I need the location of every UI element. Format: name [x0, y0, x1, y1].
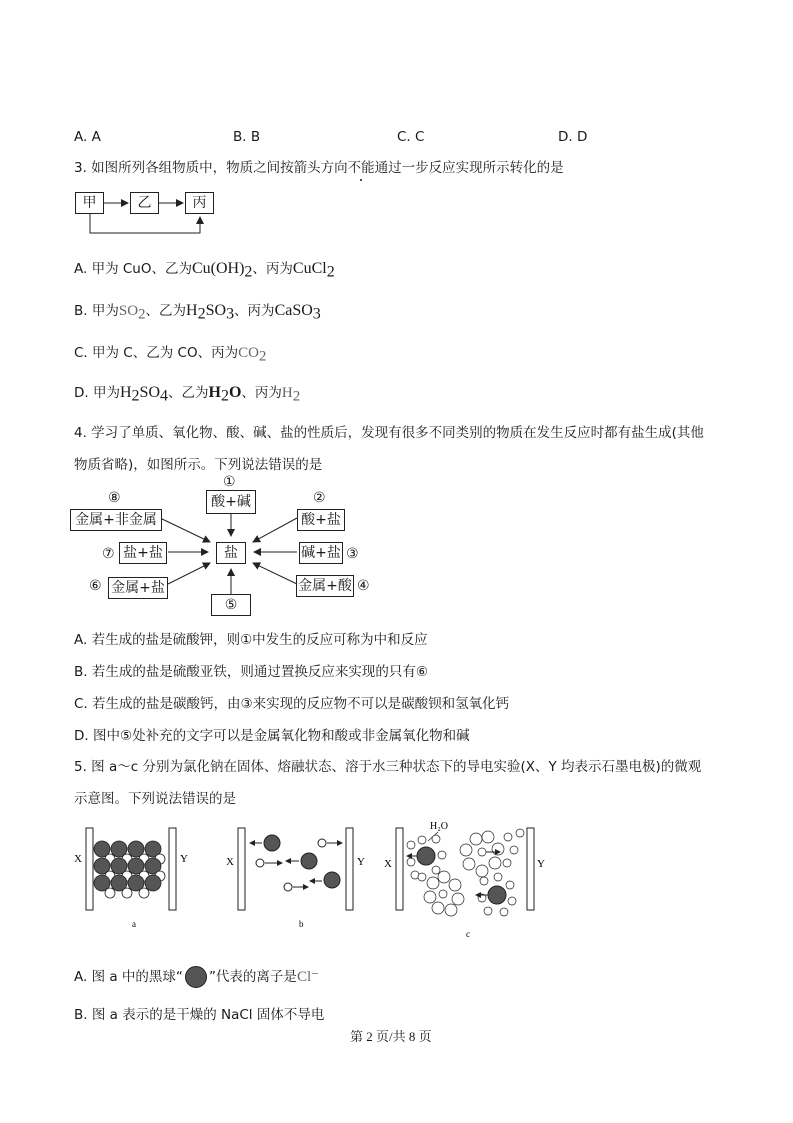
- q3-stem: 3. 如图所列各组物质中，物质之间按箭头方向不能通过一步反应实现所示转化的是: [74, 160, 564, 176]
- fig-b-x-label: X: [226, 856, 234, 868]
- fig-a-y-label: Y: [180, 853, 188, 865]
- black-ball-icon: [185, 966, 207, 988]
- q3-option-b: B. 甲为$SO_2$、乙为$H_2SO_3$、丙为CaSO$_3$: [74, 302, 321, 323]
- box-blank-5: ⑤: [211, 594, 251, 616]
- q3-arrows: [70, 185, 230, 245]
- q2-option-d: D. D: [558, 129, 588, 145]
- box-acid-salt: 酸+盐: [297, 509, 345, 531]
- box-acid-base: 酸+碱: [206, 490, 256, 514]
- fig-c-y-label: Y: [537, 858, 545, 870]
- figure-c: [384, 821, 545, 939]
- q3-emphasis: 不能: [347, 160, 375, 176]
- label-n6: ⑥: [89, 578, 102, 594]
- figure-b: [226, 828, 365, 929]
- q2-option-b: B. B: [233, 129, 261, 145]
- label-n8: ⑧: [108, 490, 121, 506]
- page-footer: 第 2 页/共 8 页: [350, 1029, 432, 1044]
- q3-option-d: D. 甲为$H_2SO_4$、乙为$H_2O$、丙为$H_2$: [74, 384, 301, 405]
- q4-option-c: C. 若生成的盐是碳酸钙，由③来实现的反应物不可以是碳酸钡和氢氧化钙: [74, 696, 510, 712]
- fig-a-x-label: X: [74, 853, 82, 865]
- fig-b-label: b: [299, 919, 304, 929]
- fig-c-x-label: X: [384, 858, 392, 870]
- q3-option-a: A. 甲为 CuO、乙为$Cu(OH)_2$、丙为CuCl$_2$: [74, 260, 335, 281]
- node-jia: 甲: [75, 192, 104, 214]
- q4-option-a: A. 若生成的盐是硫酸钾，则①中发生的反应可称为中和反应: [74, 632, 428, 648]
- label-n7: ⑦: [102, 546, 115, 562]
- q5-stem-line2: 示意图。下列说法错误的是: [74, 791, 236, 807]
- label-n3: ③: [346, 546, 359, 562]
- node-bing: 丙: [185, 192, 214, 214]
- label-n2: ②: [313, 490, 326, 506]
- box-metal-acid: 金属+酸: [296, 575, 354, 597]
- box-metal-nonmetal: 金属+非金属: [70, 509, 162, 531]
- label-n1: ①: [223, 474, 236, 490]
- q2-option-a: A. A: [74, 129, 101, 145]
- label-n4: ④: [357, 578, 370, 594]
- q4-stem-line1: 4. 学习了单质、氧化物、酸、碱、盐的性质后，发现有很多不同类别的物质在发生反应时都有盐生成(其他: [74, 425, 704, 441]
- box-salt-salt: 盐+盐: [119, 542, 167, 564]
- figure-a: [74, 828, 188, 929]
- q5-option-b: B. 图 a 表示的是干燥的 NaCl 固体不导电: [74, 1007, 325, 1023]
- box-base-salt: 碱+盐: [299, 542, 343, 564]
- node-yi: 乙: [130, 192, 159, 214]
- q5-option-a: A. 图 a 中的黑球“ ”代表的离子是Cl⁻: [74, 965, 319, 988]
- q4-stem-line2: 物质省略)，如图所示。下列说法错误的是: [74, 457, 323, 473]
- q2-option-c: C. C: [397, 129, 425, 145]
- q4-option-d: D. 图中⑤处补充的文字可以是金属氧化物和酸或非金属氧化物和碱: [74, 728, 470, 744]
- q4-option-b: B. 若生成的盐是硫酸亚铁，则通过置换反应来实现的只有⑥: [74, 664, 428, 680]
- fig-c-label: c: [466, 929, 470, 939]
- fig-b-y-label: Y: [357, 856, 365, 868]
- q5-figure: [70, 815, 550, 945]
- q3-option-c: C. 甲为 C、乙为 CO、丙为$CO_2$: [74, 345, 267, 365]
- box-metal-salt: 金属+盐: [108, 577, 168, 599]
- box-salt-center: 盐: [216, 542, 246, 564]
- q5-stem-line1: 5. 图 a～c 分别为氯化钠在固体、熔融状态、溶于水三种状态下的导电实验(X、Y 均表示石墨电极)的微观: [74, 759, 702, 775]
- fig-c-water-label: H₂O: [430, 821, 448, 832]
- fig-a-label: a: [132, 919, 136, 929]
